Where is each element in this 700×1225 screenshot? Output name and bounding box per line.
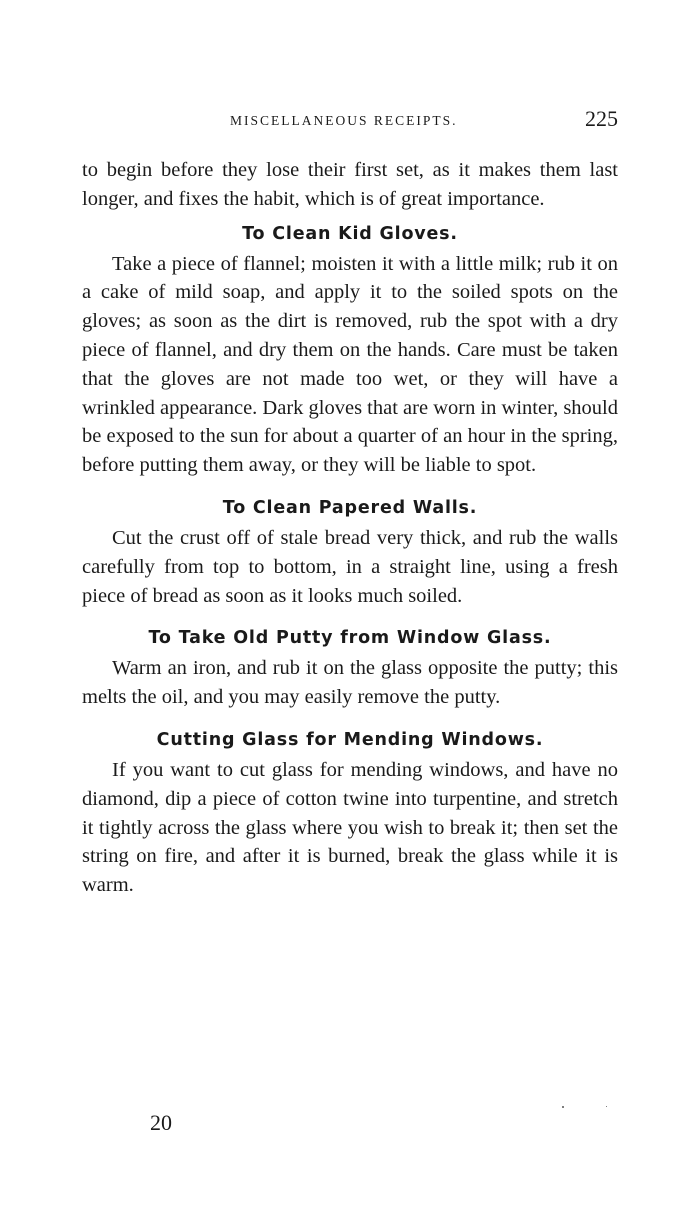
body-text [82, 156, 618, 900]
section-body-kid-gloves: Take a piece of flannel; moisten it with a little milk; rub it on a cake of mild soap, and apply it to the soiled spots on the gloves; as soon as the dirt is removed, rub the spot with a dry piece of flannel, and dry them on the hands. Care must be taken that the gloves are not made too wet, or they will have a wrinkled appearance. Dark gloves that are worn in winter, should be exposed to the sun for about a quarter of an hour in the spring, before putting them away, or they will be liable to spot. [82, 252, 618, 477]
section-heading-cutting-glass: Cutting Glass for Mending Windows. [156, 729, 544, 750]
section-heading-kid-gloves: To Clean Kid Gloves. [242, 223, 458, 244]
signature-mark: 20 [150, 1110, 172, 1135]
section-heading-old-putty: To Take Old Putty from Window Glass. [148, 628, 552, 649]
section-body-papered-walls: Cut the crust off of stale bread very thick, and rub the walls carefully from top to bottom, in a straight line, using a fresh piece of bread as soon as it looks much soiled. [82, 526, 618, 607]
running-title: MISCELLANEOUS RECEIPTS. [230, 113, 458, 128]
running-head [82, 106, 618, 136]
section-heading-papered-walls: To Clean Papered Walls. [222, 497, 478, 518]
continuation-paragraph: to begin before they lose their first set, as it makes them last longer, and fixes the habit, which is of great importance. [82, 159, 618, 210]
section-body-old-putty: Warm an iron, and rub it on the glass opposite the putty; this melts the oil, and you may easily remove the putty. [82, 657, 618, 709]
section-body-cutting-glass: If you want to cut glass for mending windows, and have no diamond, dip a piece of cotton twine into turpentine, and stretch it tightly across the glass where you wish to break it; then set the string on fire, and after it is burned, break the glass while it is warm. [82, 758, 618, 897]
scan-speck [606, 1106, 607, 1107]
scan-speck [562, 1106, 564, 1108]
page-number: 225 [585, 106, 618, 131]
